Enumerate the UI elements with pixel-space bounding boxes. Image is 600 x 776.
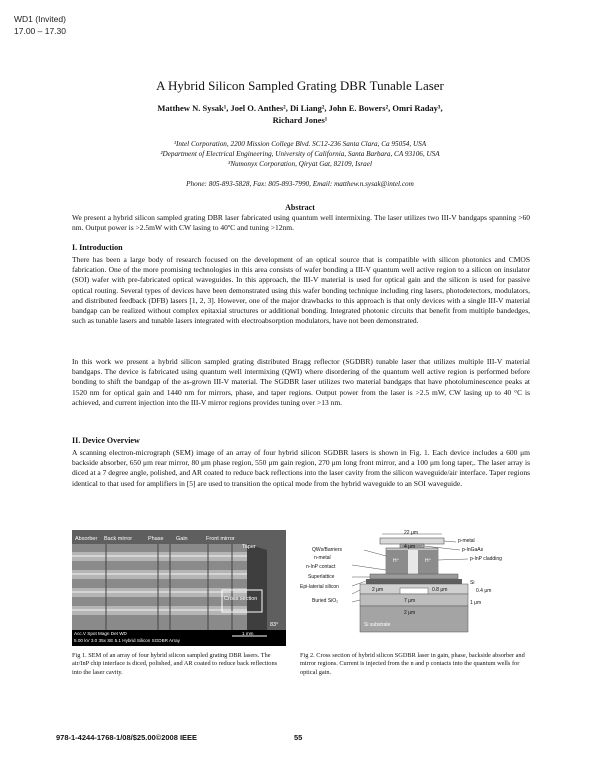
- affiliation-3: ³Numonyx Corporation, Qiryat Gat, 82109, Israel: [228, 159, 372, 168]
- dim-22um: 22 μm: [404, 530, 418, 536]
- label-absorber: Absorber: [75, 536, 98, 542]
- label-qw-barriers: QWs/Barriers: [312, 547, 342, 553]
- label-taper: Taper: [242, 544, 256, 550]
- authors: [90, 102, 510, 126]
- label-proton-left: H⁺: [393, 558, 400, 564]
- isbn-line: 978-1-4244-1768-1/08/$25.00©2008 IEEE: [56, 733, 198, 742]
- label-p-ingaas: p-InGaAs: [462, 547, 484, 553]
- overview-paragraph-1: A scanning electron-micrograph (SEM) image of an array of four hybrid silicon SGDBR lasers is shown in Fig. 1. Each device includes a 600 μm backside absorber, 650 μm rear mirror, 80 μm phase region, 550 μm gain region, 270 μm long front mirror, and a 100 μm long taper,. The laser array is diced at a 7 degree angle, polished, and AR coated to reduce back reflections into the laser cavity from the silicon waveguide/air interface. Taper regions identical to that used for amplifiers in [5] are used to transition the optical mode from the hybrid waveguide to an SOI waveguide.: [72, 448, 530, 488]
- intro-paragraph-2: In this work we present a hybrid silicon sampled grating distributed Bragg reflector (SGDBR) tunable laser that utilizes multiple III-V material bandgaps. The device is fabricated using quantum well intermixing (QWI) where disordering of the quantum well active region is performed before bonding to shift the bandgap of the as-grown III-V material. The SGDBR laser utilizes two material bandgaps that have photoluminescence peaks at 1520 nm for optical gain and 1440 nm for mirrors, phase, and taper regions. Output power from the laser is >2.5 mW, CW lasing up to 40 °C is achieved, and current injection into the III-V mirror regions provides tuning over >13 nm.: [72, 357, 530, 407]
- dim-0-8um: 0.8 μm: [432, 587, 448, 593]
- label-angle: 83°: [270, 622, 279, 628]
- label-cross-section: Cross section: [224, 596, 258, 602]
- contact-line: Phone: 805-893-5828, Fax: 805-893-7990, Email: matthew.n.sysak@intel.com: [186, 180, 414, 188]
- abstract-heading: Abstract: [285, 203, 315, 212]
- label-si-substrate: Si substrate: [364, 622, 391, 628]
- authors-line-2: Richard Jones¹: [272, 115, 328, 125]
- label-p-inp-cladding: p-InP cladding: [470, 556, 502, 562]
- overview-heading: II. Device Overview: [72, 436, 140, 445]
- label-epi-silicon: Epi-laterial silicon: [300, 584, 339, 590]
- authors-line-1: Matthew N. Sysak¹, Joel O. Anthes², Di Liang², John E. Bowers², Omri Raday³,: [157, 103, 443, 113]
- label-front-mirror: Front mirror: [206, 536, 235, 542]
- dim-0-4um: 0.4 μm: [476, 588, 492, 594]
- dim-1um: 1 μm: [470, 600, 482, 606]
- label-back-mirror: Back mirror: [104, 536, 133, 542]
- affiliation-1: ¹Intel Corporation, 2200 Mission College Blvd. SC12-236 Santa Clara, Ca 95054, USA: [173, 140, 427, 148]
- session-time: 17.00 – 17.30: [14, 26, 66, 36]
- fig2-caption: Fig 2. Cross section of hybrid silicon SGDBR laser in gain, phase, backside absorber and mirror regions. Current is injected from the n and p contacts into the quantum wells for optical gain.: [300, 652, 525, 676]
- page-number: 55: [294, 733, 303, 742]
- session-code: WD1 (Invited): [14, 14, 66, 24]
- label-buried-oxide: Buried SiO₂: [312, 598, 339, 604]
- label-n-metal: n-metal: [314, 555, 331, 561]
- cross-section-diagram: [300, 530, 530, 646]
- paper-title: A Hybrid Silicon Sampled Grating DBR Tunable Laser: [156, 78, 444, 93]
- label-n-inp-contact: n-InP contact: [306, 564, 336, 570]
- dim-7um: 7 μm: [404, 598, 416, 604]
- label-phase: Phase: [148, 536, 164, 542]
- dim-4um: 4 μm: [404, 544, 416, 550]
- sem-databar-line-1: Acc.V Spot Magn Det WD: [74, 631, 127, 636]
- intro-heading: I. Introduction: [72, 243, 123, 252]
- intro-paragraph-1: There has been a large body of research focused on the development of an optical source that is compatible with silicon photonics and CMOS fabrication. One of the more promising technologies in this area consists of wafer bonding a III-V quantum well active region to a silicon on insulator (SOI) wafer with pre-fabricated optical waveguides. In this approach, the III-V material is used for optical gain and the silicon is used for passive optical routing. Several types of devices have been demonstrated using this wafer bonding technique including ring lasers, photodetectors, modulators, and distributed feedback (DFB) lasers [1, 2, 3]. However, one of the major drawbacks to this approach is that only devices with a single III-V material bandgap can be realized without complex epitaxial structures or additional bonding. Integrated photonic circuits that benefit from multiple bandedges, such as tunable lasers and tunable lasers integrated with electroabsorption modulators, have not been demonstrated.: [72, 255, 530, 326]
- fig1-caption: Fig 1. SEM of an array of four hybrid silicon sampled grating DBR lasers. The air/InP chip interface is diced, polished, and AR coated to reduce back reflections into the laser cavity.: [72, 652, 278, 676]
- sem-image: [72, 530, 286, 646]
- label-superlattice: Superlattice: [308, 574, 335, 580]
- label-gain: Gain: [176, 536, 188, 542]
- label-si: Si: [470, 580, 475, 586]
- affiliation-2: ²Department of Electrical Engineering, University of California, Santa Barbara, CA 93106, USA: [160, 149, 440, 158]
- sem-databar-line-2: 5.00 kV 3.0 35x SE 5.1 Hybrid Silicon SGDBR Array: [74, 638, 180, 643]
- label-p-metal: p-metal: [458, 538, 475, 544]
- sem-scale-bar: 1 mm: [242, 631, 254, 636]
- abstract-text: We present a hybrid silicon sampled grating DBR laser fabricated using quantum well intermixing. The laser utilizes two III-V bandgaps spanning >60 nm. Output power is >2.5mW with CW lasing to 40ºC and tuning >12nm.: [72, 213, 530, 233]
- affiliations: [80, 140, 520, 169]
- label-proton-right: H⁺: [425, 558, 432, 564]
- dim-2um-b: 2 μm: [404, 610, 416, 616]
- dim-2um-a: 2 μm: [372, 587, 384, 593]
